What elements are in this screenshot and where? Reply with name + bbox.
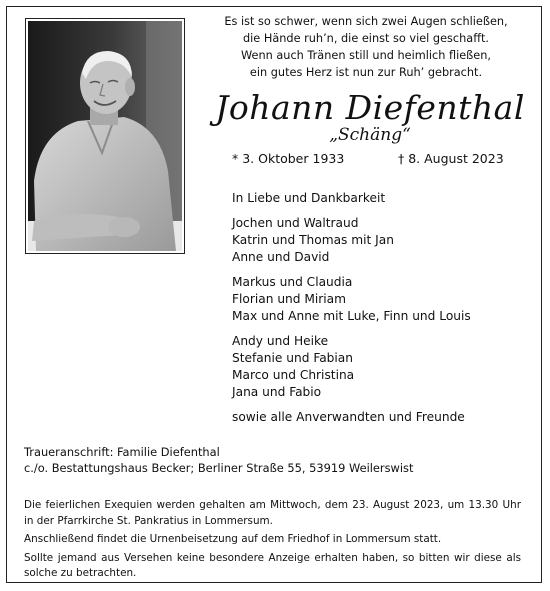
family-member: Stefanie und Fabian <box>232 351 353 365</box>
family-group <box>232 274 532 325</box>
family-member: Marco und Christina <box>232 368 355 382</box>
address-line: Traueranschrift: Familie Diefenthal <box>24 445 220 459</box>
family-member: Markus und Claudia <box>232 275 353 289</box>
family-member: Jochen und Waltraud <box>232 216 359 230</box>
mourners-list <box>232 190 532 426</box>
poem-line: Wenn auch Tränen still und heimlich fließen, <box>241 49 491 62</box>
death-date: † 8. August 2023 <box>398 151 504 166</box>
address-line: c./o. Bestattungshaus Becker; Berliner Straße 55, 53919 Weilerswist <box>24 461 414 475</box>
poem-line: Es ist so schwer, wenn sich zwei Augen schließen, <box>224 15 508 28</box>
family-member: Max und Anne mit Luke, Finn und Louis <box>232 309 471 323</box>
family-member: Andy und Heike <box>232 334 329 348</box>
family-member: Florian und Miriam <box>232 292 347 306</box>
portrait-photo <box>25 18 185 254</box>
mourners-greeting: In Liebe und Dankbarkeit <box>232 191 386 205</box>
family-member: Anne und David <box>232 250 330 264</box>
service-paragraph: Anschließend findet die Urnenbeisetzung auf dem Friedhof in Lommersum statt. <box>24 533 442 545</box>
birth-date: * 3. Oktober 1933 <box>232 151 345 166</box>
deceased-name: Johann Diefenthal <box>215 88 525 127</box>
mourners-closing: sowie alle Anverwandten und Freunde <box>232 410 465 424</box>
memorial-poem <box>200 13 532 81</box>
portrait-photo-icon <box>28 21 182 251</box>
family-member: Jana und Fabio <box>232 385 322 399</box>
family-member: Katrin und Thomas mit Jan <box>232 233 394 247</box>
mourning-address <box>24 444 534 476</box>
poem-line: die Hände ruh’n, die einst so viel geschafft. <box>242 32 490 45</box>
service-paragraph: Sollte jemand aus Versehen keine besondere Anzeige erhalten haben, so bitten wir diese als solche zu betrachten. <box>24 551 521 579</box>
deceased-nickname: „Schäng“ <box>329 125 411 145</box>
service-paragraph: Die feierlichen Exequien werden gehalten am Mittwoch, dem 23. August 2023, um 13.30 Uhr in der Pfarrkirche St. Pankratius in Lommersum. <box>24 499 521 527</box>
poem-line: ein gutes Herz ist nun zur Ruh’ gebracht. <box>249 66 483 79</box>
family-group <box>232 215 532 266</box>
family-group <box>232 333 532 401</box>
service-details <box>24 498 521 585</box>
